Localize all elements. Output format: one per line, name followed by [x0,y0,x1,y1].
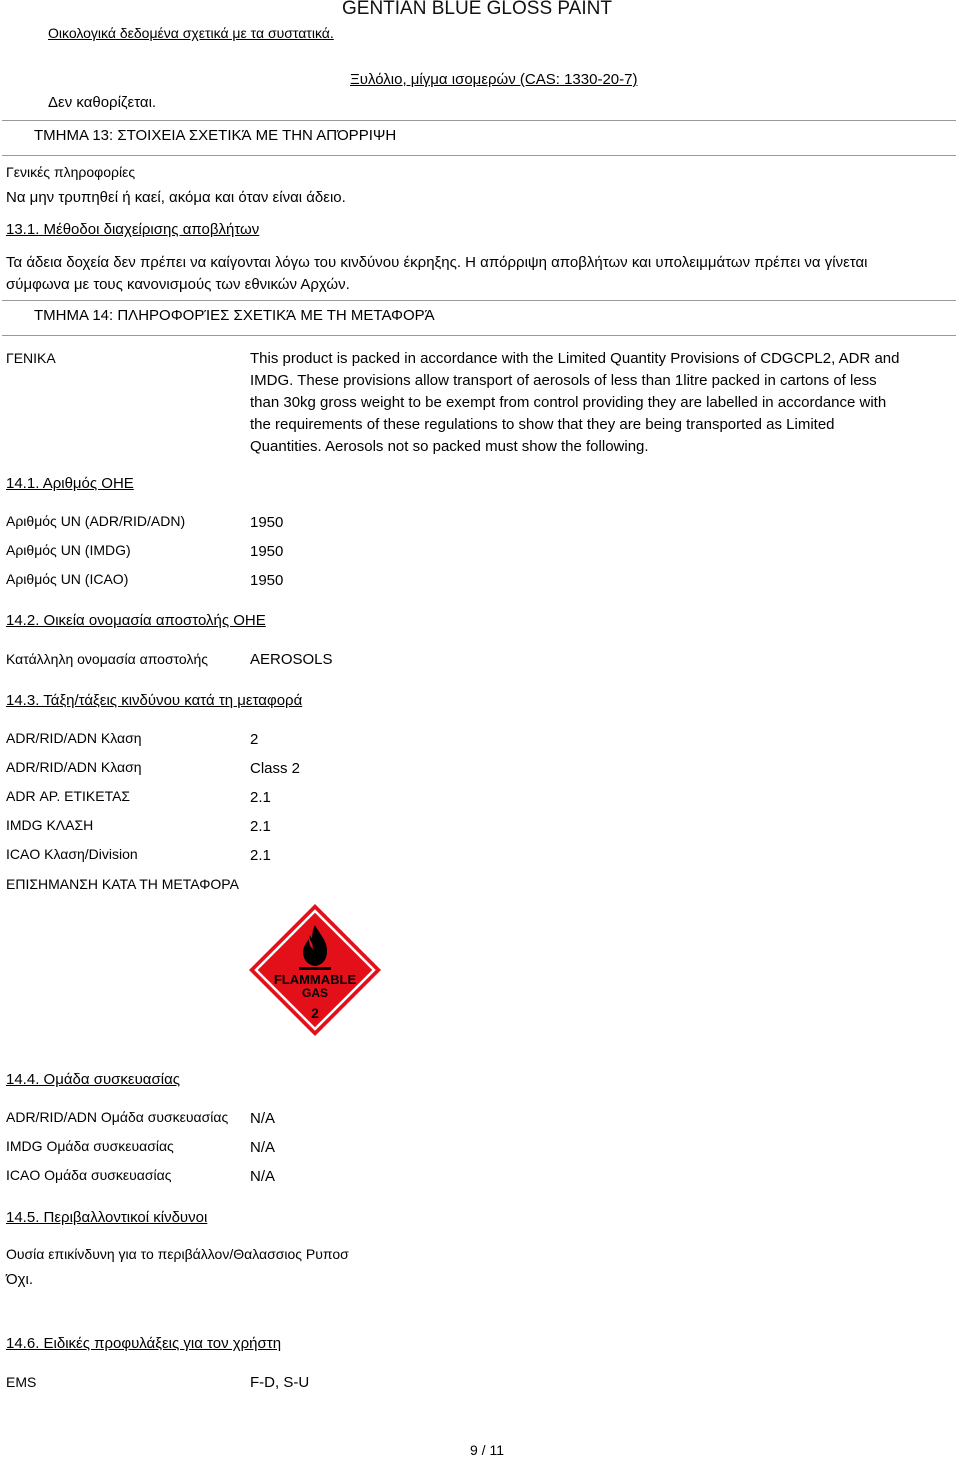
un-number-value: 1950 [250,572,284,589]
packing-group-value: N/A [250,1139,276,1156]
subsection-14-3: 14.3. Τάξη/τάξεις κινδύνου κατά τη μεταφορά [6,692,303,709]
subsection-13-1: 13.1. Μέθοδοι διαχείρισης αποβλήτων [6,221,260,238]
hazard-class-label: ADR ΑΡ. ΕΤΙΚΕΤΑΣ [6,788,131,804]
label-line-2: GAS [301,986,329,1000]
packing-group-value: N/A [250,1110,276,1127]
hazard-class-label: ICAO Κλαση/Division [6,846,138,862]
subsection-14-6: 14.6. Ειδικές προφυλάξεις για τον χρήστη [6,1335,282,1352]
subsection-14-2: 14.2. Οικεία ονομασία αποστολής ΟΗΕ [6,612,266,629]
hazard-class-value: Class 2 [250,760,301,777]
un-number-value: 1950 [250,514,284,531]
hazard-class-value: 2 [250,731,259,748]
transport-general-label: ΓΕΝΙΚΑ [6,350,56,366]
un-number-label: Αριθμός UN (ADR/RID/ADN) [6,513,186,529]
section14-header [2,300,956,336]
packing-group-label: ADR/RID/ADN Ομάδα συσκευασίας [6,1109,229,1125]
section13-header [2,120,956,156]
shipping-name-value: AEROSOLS [250,651,333,668]
component-name: Ξυλόλιο, μίγμα ισομερών (CAS: 1330-20-7) [350,71,638,88]
shipping-name-label: Κατάλληλη ονομασία αποστολής [6,651,208,667]
section14-title: ΤΜΗΜΑ 14: ΠΛΗΡΟΦΟΡΊΕΣ ΣΧΕΤΙΚΆ ΜΕ ΤΗ ΜΕΤΑΦΟΡΆ [34,307,435,324]
subsection-14-4: 14.4. Ομάδα συσκευασίας [6,1071,180,1088]
transport-general-text: This product is packed in accordance with the Limited Quantity Provisions of CDGCPL2, ADR and IMDG. These provisions allow transport of aerosols of less than 1litre packed in cartons of less than 30kg gross weight to be exempt from control providing they are labelled in accordance with the requirements of these regulations to show that they are being transported as Limited Quantities. Aerosols not so packed must show the following. [250,350,900,455]
hazard-class-label: ADR/RID/ADN Κλαση [6,759,142,775]
label-class-number: 2 [311,1005,319,1021]
subsection-14-1: 14.1. Αριθμός ΟΗΕ [6,475,134,492]
not-determined-text: Δεν καθορίζεται. [48,94,157,111]
hazard-class-label: ADR/RID/ADN Κλαση [6,730,142,746]
waste-methods-text: Τα άδεια δοχεία δεν πρέπει να καίγονται λόγω του κινδύνου έκρηξης. Η απόρριψη αποβλήτων και υπολειμμάτων πρέπει να γίνεται σύμφωνα με τους κανονισμούς των εθνικών Αρχών. [6,254,868,293]
hazard-class-value: 2.1 [250,789,271,806]
page-number: 9 / 11 [470,1442,504,1458]
packing-group-value: N/A [250,1168,276,1185]
general-info-text: Να μην τρυπηθεί ή καεί, ακόμα και όταν είναι άδειο. [6,189,346,206]
hazard-class-label: IMDG ΚΛΑΣΗ [6,817,94,833]
general-info-label: Γενικές πληροφορίες [6,164,136,180]
env-hazard-value: Όχι. [6,1271,33,1288]
hazard-class-value: 2.1 [250,847,271,864]
packing-group-label: IMDG Ομάδα συσκευασίας [6,1138,174,1154]
un-number-label: Αριθμός UN (IMDG) [6,542,131,558]
ems-value: F-D, S-U [250,1374,310,1391]
transport-marking-label: ΕΠΙΣΗΜΑΝΣΗ ΚΑΤΑ ΤΗ ΜΕΤΑΦΟΡΑ [6,876,239,892]
packing-group-label: ICAO Ομάδα συσκευασίας [6,1167,172,1183]
hazard-class-value: 2.1 [250,818,271,835]
flammable-gas-label-icon [248,903,382,1037]
env-hazard-label: Ουσία επικίνδυνη για το περιβάλλον/Θαλασσιος Ρυποσ [6,1246,349,1262]
section13-title: ΤΜΗΜΑ 13: ΣΤΟΙΧΕΙΑ ΣΧΕΤΙΚΆ ΜΕ ΤΗΝ ΑΠΌΡΡΙΨΗ [34,127,397,144]
label-line-1: FLAMMABLE [273,972,357,987]
product-title: GENTIAN BLUE GLOSS PAINT [342,0,612,19]
eco-data-link[interactable]: Οικολογικά δεδομένα σχετικά με τα συστατικά. [48,25,334,41]
un-number-label: Αριθμός UN (ICAO) [6,571,129,587]
ems-label: EMS [6,1374,37,1390]
un-number-value: 1950 [250,543,284,560]
subsection-14-5: 14.5. Περιβαλλοντικοί κίνδυνοι [6,1209,208,1226]
